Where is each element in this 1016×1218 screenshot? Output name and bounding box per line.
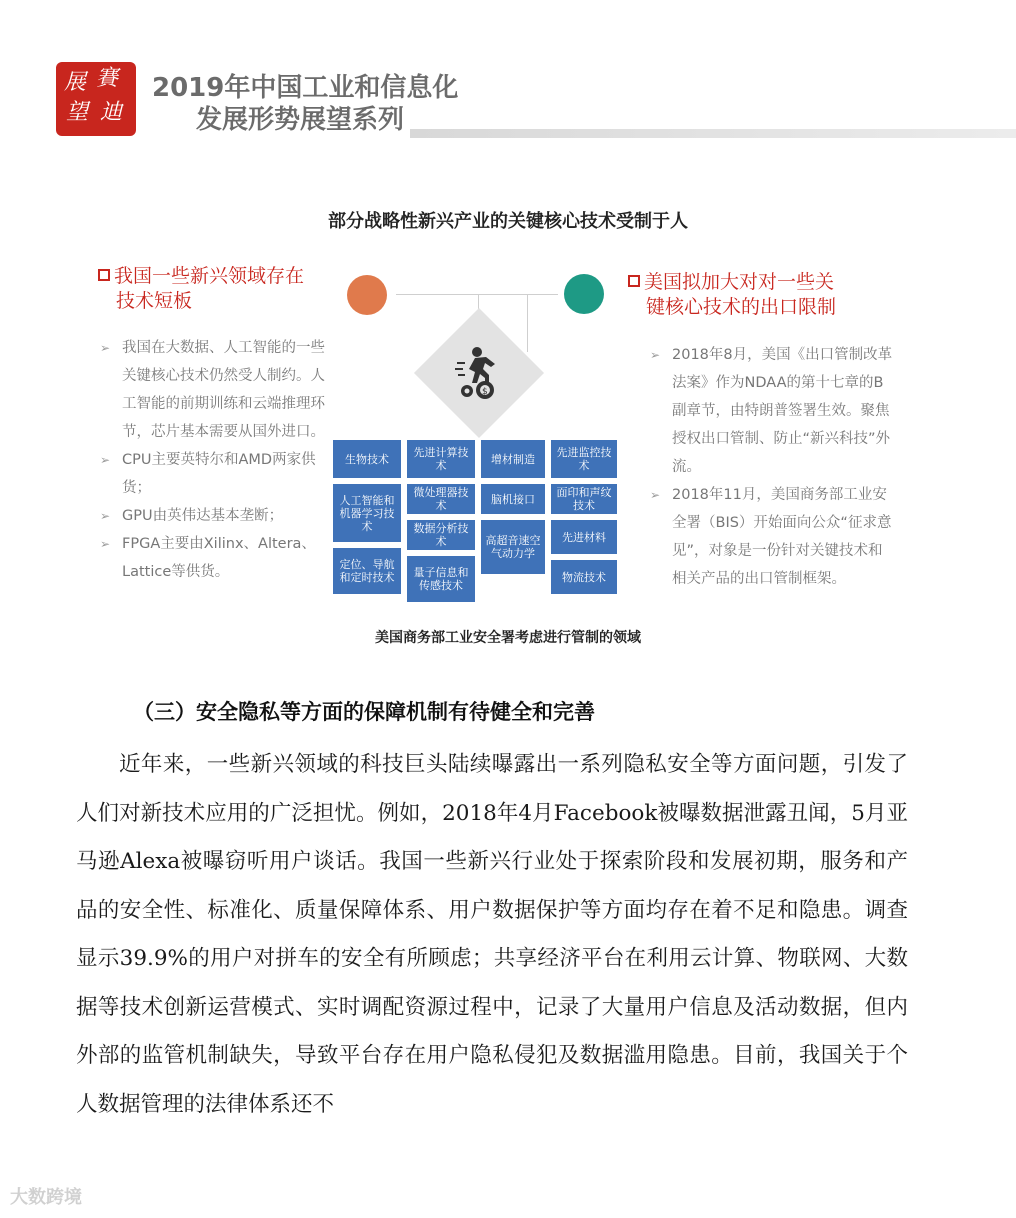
tile-pnt: 定位、导航和定时技术 (333, 548, 401, 594)
seal-char: 望 (66, 100, 89, 125)
running-person-gear-icon (455, 345, 507, 401)
list-item: ➢ GPU由英伟达基本垄断； (100, 502, 332, 530)
connector-line (527, 294, 528, 352)
tile-microprocessor: 微处理器技术 (407, 484, 475, 514)
left-heading-line2: 技术短板 (116, 290, 193, 312)
list-item: ➢ 2018年8月，美国《出口管制改革法案》作为NDAA的第十七章的B副章节，由特朗普签署生效。聚焦授权出口管制、防止“新兴科技”外流。 (650, 341, 894, 481)
left-heading (98, 264, 338, 314)
right-heading (628, 270, 878, 320)
tile-materials: 先进材料 (551, 520, 617, 554)
list-item: ➢ CPU主要英特尔和AMD两家供货； (100, 446, 332, 502)
list-item: ➢ 我国在大数据、人工智能的一些关键核心技术仍然受人制约。人工智能的前期训练和云端推理环节，芯片基本需要从国外进口。 (100, 334, 332, 446)
connector-line (396, 294, 478, 295)
report-title-line2: 发展形势展望系列 (196, 105, 405, 135)
tile-analytics: 数据分析技术 (407, 520, 475, 550)
tile-logistics: 物流技术 (551, 560, 617, 594)
tile-bci: 脑机接口 (481, 484, 545, 514)
tile-printing: 面印和声纹技术 (551, 484, 617, 514)
tile-biotech: 生物技术 (333, 440, 401, 478)
seal-char: 賽 (96, 66, 119, 91)
seal-logo (56, 62, 136, 136)
right-bullet-list (650, 341, 894, 593)
tile-monitoring: 先进监控技术 (551, 440, 617, 478)
watermark-text: 大数跨境 (10, 1187, 82, 1208)
tile-computing: 先进计算技术 (407, 440, 475, 478)
orange-circle-icon (347, 275, 387, 315)
header-divider (410, 129, 1016, 138)
tile-ai: 人工智能和机器学习技术 (333, 484, 401, 542)
body-paragraph: 近年来，一些新兴领域的科技巨头陆续曝露出一系列隐私安全等方面问题，引发了人们对新技术应用的广泛担忧。例如，2018年4月Facebook被曝数据泄露丑闻，5月亚马逊Alexa被曝窃听用户谈话。我国一些新兴行业处于探索阶段和发展初期，服务和产品的安全性、标准化、质量保障体系、用户数据保护等方面均存在着不足和隐患。调查显示39.9%的用户对拼车的安全有所顾虑；共享经济平台在利用云计算、物联网、大数据等技术创新运营模式、实时调配资源过程中，记录了大量用户信息及活动数据，但内外部的监管机制缺失，导致平台存在用户隐私侵犯及数据滥用隐患。目前，我国关于个人数据管理的法律体系还不 (76, 752, 908, 1117)
left-heading-line1: 我国一些新兴领域存在 (114, 265, 305, 287)
connector-line (478, 294, 558, 295)
right-heading-line1: 美国拟加大对对一些关 (644, 271, 835, 293)
watermark (10, 1183, 82, 1209)
section-heading: （三）安全隐私等方面的保障机制有待健全和完善 (133, 699, 595, 724)
tech-tiles (333, 440, 623, 610)
teal-circle-icon (564, 274, 604, 314)
body-paragraph-container (76, 741, 908, 1129)
figure-title: 部分战略性新兴产业的关键核心技术受制于人 (328, 211, 688, 232)
report-title (152, 72, 458, 136)
figure-caption: 美国商务部工业安全署考虑进行管制的领域 (375, 630, 641, 646)
tile-quantum: 量子信息和传感技术 (407, 556, 475, 602)
tile-hypersonic: 高超音速空气动力学 (481, 520, 545, 574)
tile-additive: 增材制造 (481, 440, 545, 478)
left-bullet-list (100, 334, 332, 586)
list-item: ➢ FPGA主要由Xilinx、Altera、Lattice等供货。 (100, 530, 332, 586)
report-title-line1: 2019年中国工业和信息化 (152, 73, 459, 103)
right-heading-line2: 键核心技术的出口限制 (646, 296, 837, 318)
svg-text:$: $ (482, 387, 488, 397)
list-item: ➢ 2018年11月，美国商务部工业安全署（BIS）开始面向公众“征求意见”，对象是一份针对关键技术和相关产品的出口管制框架。 (650, 481, 894, 593)
checkbox-square-icon (98, 269, 110, 281)
seal-char: 展 (64, 70, 87, 95)
checkbox-square-icon (628, 275, 640, 287)
seal-char: 迪 (100, 100, 123, 125)
